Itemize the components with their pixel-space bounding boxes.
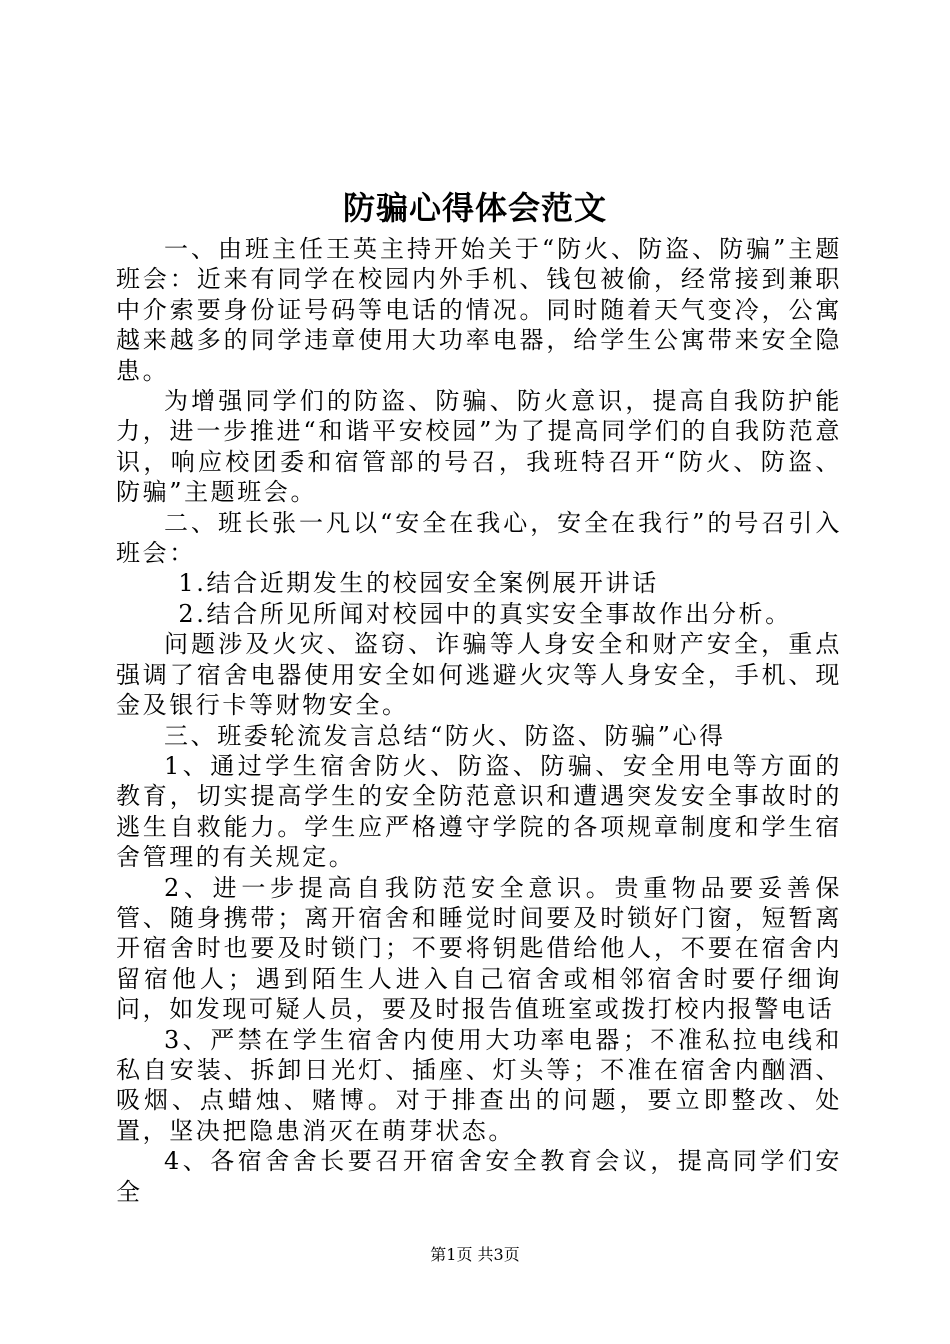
paragraph-2: 为增强同学们的防盗、防骗、防火意识，提高自我防护能力，进一步推进“和谐平安校园”为了提高同学们的自我防范意识，响应校团委和宿管部的号召，我班特召开“防火、防盗、防骗”主题班会。 <box>116 387 842 507</box>
paragraph-1: 一、由班主任王英主持开始关于“防火、防盗、防骗”主题班会：近来有同学在校园内外手机、钱包被偷，经常接到兼职中介索要身份证号码等电话的情况。同时随着天气变冷，公寓越来越多的同学违章使用大功率电器，给学生公寓带来安全隐患。 <box>116 235 842 385</box>
paragraph-8: 1、通过学生宿舍防火、防盗、防骗、安全用电等方面的教育，切实提高学生的安全防范意识和遭遇突发安全事故时的逃生自救能力。学生应严格遵守学院的各项规章制度和学生宿舍管理的有关规定。 <box>116 751 842 872</box>
paragraph-11: 4、各宿舍舍长要召开宿舍安全教育会议，提高同学们安全 <box>116 1147 842 1206</box>
paragraph-10: 3、严禁在学生宿舍内使用大功率电器；不准私拉电线和私自安装、拆卸日光灯、插座、灯头等；不准在宿舍内酗酒、吸烟、点蜡烛、赌博。对于排查出的问题，要立即整改、处置，坚决把隐患消灭在萌芽状态。 <box>116 1025 842 1145</box>
document-title: 防骗心得体会范文 <box>342 189 607 227</box>
page-indicator: 第1页 共3页 <box>430 1245 520 1264</box>
paragraph-7: 三、班委轮流发言总结“防火、防盗、防骗”心得 <box>164 721 726 750</box>
paragraph-4: 1.结合近期发生的校园安全案例展开讲话 <box>178 569 659 598</box>
paragraph-6: 问题涉及火灾、盗窃、诈骗等人身安全和财产安全，重点强调了宿舍电器使用安全如何逃避火灾等人身安全，手机、现金及银行卡等财物安全。 <box>116 630 842 720</box>
paragraph-3: 二、班长张一凡以“安全在我心，安全在我行”的号召引入班会： <box>116 508 842 568</box>
paragraph-5: 2.结合所见所闻对校园中的真实安全事故作出分析。 <box>178 599 792 628</box>
document-body <box>116 234 842 1207</box>
paragraph-9: 2、进一步提高自我防范安全意识。贵重物品要妥善保管、随身携带；离开宿舍和睡觉时间要及时锁好门窗，短暂离开宿舍时也要及时锁门；不要将钥匙借给他人，不要在宿舍内留宿他人；遇到陌生人进入自己宿舍或相邻宿舍时要仔细询问，如发现可疑人员，要及时报告值班室或拨打校内报警电话 <box>116 873 842 1024</box>
